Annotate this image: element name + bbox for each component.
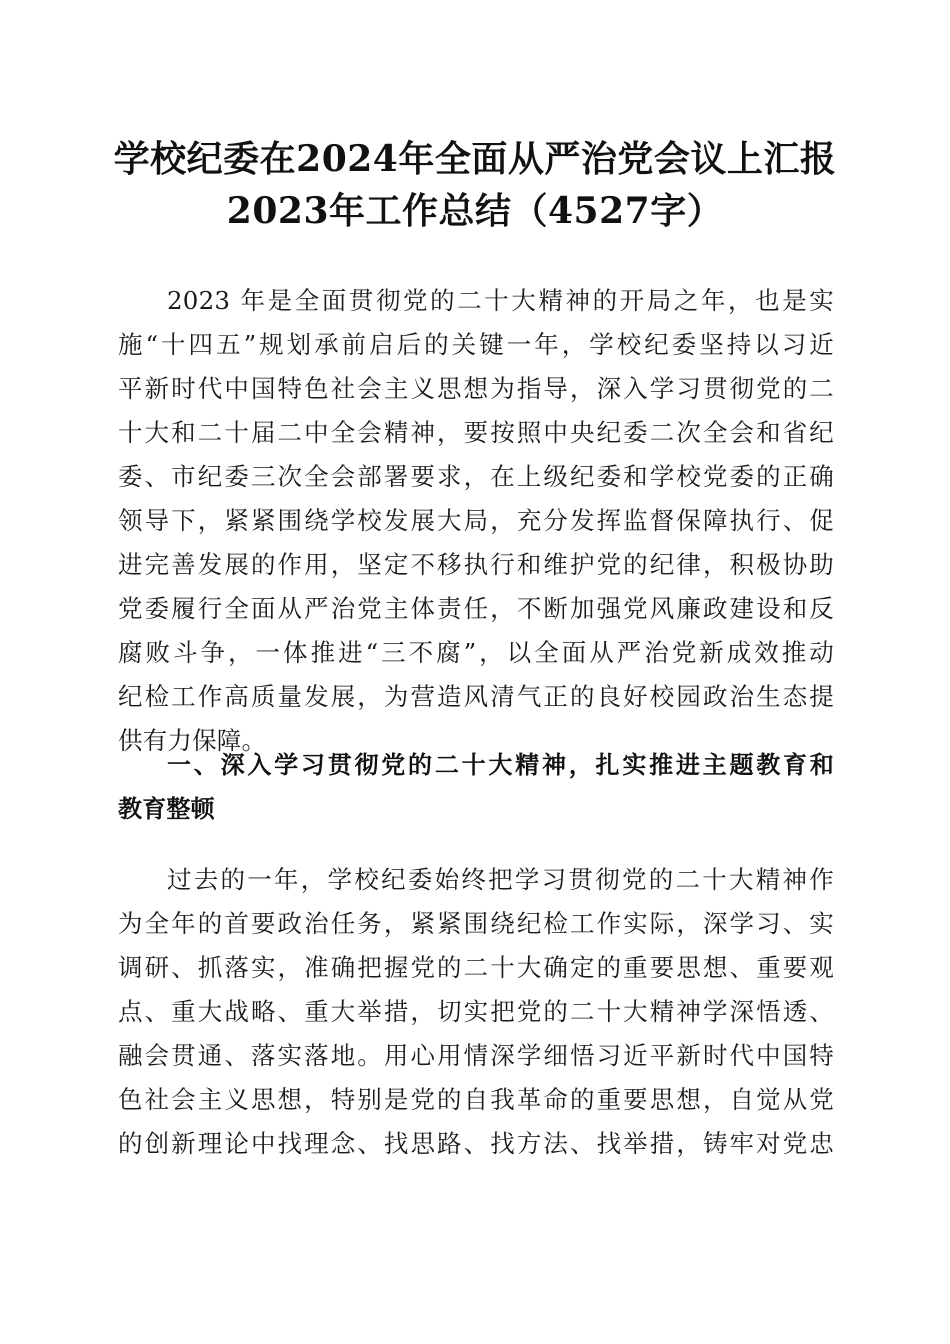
paragraph-line: 融会贯通、落实落地。用心用情深学细悟习近平新时代中国特 <box>118 1041 834 1070</box>
paragraph-line: 调研、抓落实，准确把握党的二十大确定的重要思想、重要观 <box>118 953 834 982</box>
paragraph-line: 过去的一年，学校纪委始终把学习贯彻党的二十大精神作 <box>167 865 834 894</box>
paragraph-line: 平新时代中国特色社会主义思想为指导，深入学习贯彻党的二 <box>118 374 834 403</box>
paragraph-line: 施“十四五”规划承前启后的关键一年，学校纪委坚持以习近 <box>118 330 834 359</box>
paragraph-line: 腐败斗争，一体推进“三不腐”，以全面从严治党新成效推动 <box>118 638 834 667</box>
heading-line: 一、深入学习贯彻党的二十大精神，扎实推进主题教育和 <box>167 751 834 779</box>
paragraph-line: 为全年的首要政治任务，紧紧围绕纪检工作实际，深学习、实 <box>118 909 834 938</box>
paragraph-line: 委、市纪委三次全会部署要求，在上级纪委和学校党委的正确 <box>118 462 834 491</box>
paragraph-line: 领导下，紧紧围绕学校发展大局，充分发挥监督保障执行、促 <box>118 506 834 535</box>
paragraph-line: 色社会主义思想，特别是党的自我革命的重要思想，自觉从党 <box>118 1085 834 1114</box>
paragraph-line: 点、重大战略、重大举措，切实把党的二十大精神学深悟透、 <box>118 997 834 1026</box>
paragraph-line: 党委履行全面从严治党主体责任，不断加强党风廉政建设和反 <box>118 594 834 623</box>
title-line-1: 学校纪委在2024年全面从严治党会议上汇报 <box>113 138 837 180</box>
title-line-2: 2023年工作总结（4527字） <box>226 190 724 232</box>
document-title <box>60 133 890 237</box>
paragraph-line: 的创新理论中找理念、找思路、找方法、找举措，铸牢对党忠 <box>118 1129 834 1158</box>
section-heading-1 <box>118 743 834 831</box>
paragraph-section-1 <box>118 858 834 1166</box>
heading-line: 教育整顿 <box>118 795 215 823</box>
paragraph-line: 2023 年是全面贯彻党的二十大精神的开局之年，也是实 <box>167 286 834 315</box>
paragraph-line: 进完善发展的作用，坚定不移执行和维护党的纪律，积极协助 <box>118 550 834 579</box>
paragraph-line: 供有力保障。 <box>118 726 267 755</box>
paragraph-line: 十大和二十届二中全会精神，要按照中央纪委二次全会和省纪 <box>118 418 834 447</box>
paragraph-line: 纪检工作高质量发展，为营造风清气正的良好校园政治生态提 <box>118 682 834 711</box>
paragraph-intro <box>118 279 834 763</box>
